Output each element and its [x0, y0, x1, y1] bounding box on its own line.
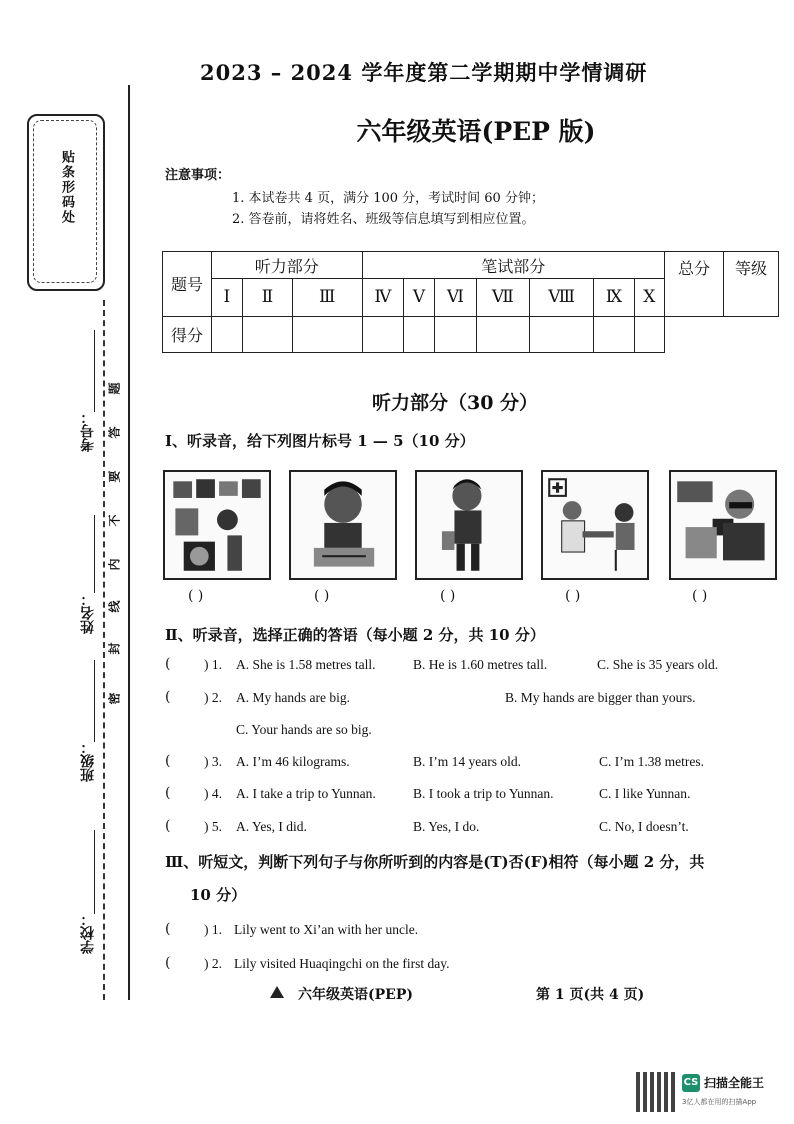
answer-blank[interactable]: ( )	[188, 588, 204, 604]
answer-paren[interactable]: (	[165, 753, 171, 769]
row-label-score: 得分	[163, 316, 212, 352]
option-a: A. Yes, I did.	[236, 819, 307, 834]
option-b: B. I took a trip to Yunnan.	[413, 786, 554, 801]
part1-title: Ⅰ、听录音，给下列图片标号 1 — 5（10 分）	[165, 432, 475, 450]
seal-char: 线	[107, 600, 122, 613]
option-c: C. She is 35 years old.	[597, 657, 719, 672]
picture-clothes	[163, 470, 271, 580]
question-number: ) 1.	[204, 922, 222, 937]
qr-code-icon	[636, 1072, 676, 1112]
seal-char: 不	[107, 514, 122, 527]
option-b: B. My hands are bigger than yours.	[505, 690, 696, 705]
exam-subtitle: 六年级英语(PEP 版)	[356, 117, 596, 146]
field-exam-number-line[interactable]	[94, 330, 95, 412]
question-number: ) 1.	[204, 657, 222, 672]
answer-blank[interactable]: ( )	[314, 588, 330, 604]
picture-camera-man	[669, 470, 777, 580]
note-item: 1. 本试卷共 4 页，满分 100 分，考试时间 60 分钟；	[232, 191, 544, 206]
option-b: B. He is 1.60 metres tall.	[413, 657, 548, 672]
scanner-tagline: 3亿人都在用的扫描App	[682, 1098, 757, 1106]
option-a: A. My hands are big.	[236, 690, 350, 705]
scanner-logo-icon: CS	[682, 1074, 700, 1092]
grade-header: 等级	[724, 252, 779, 317]
binding-line	[128, 85, 130, 1000]
seal-char: 题	[107, 382, 122, 395]
option-c: C. I like Yunnan.	[599, 786, 691, 801]
option-b: B. Yes, I do.	[413, 819, 480, 834]
statement: Lily went to Xi’an with her uncle.	[234, 922, 419, 937]
col-numeral: Ⅶ	[476, 279, 529, 316]
statement: Lily visited Huaqingchi on the first day.	[234, 956, 450, 971]
field-name-line[interactable]	[94, 515, 95, 593]
seal-char: 答	[107, 426, 122, 439]
answer-paren[interactable]: (	[165, 818, 171, 834]
option-a: A. I’m 46 kilograms.	[236, 754, 350, 769]
col-numeral: Ⅹ	[634, 279, 664, 316]
part2-title: Ⅱ、听录音，选择正确的答语（每小题 2 分，共 10 分）	[165, 626, 545, 644]
seal-char: 内	[107, 558, 122, 571]
triangle-icon	[270, 986, 284, 998]
score-cell[interactable]	[292, 316, 362, 352]
score-table	[162, 251, 779, 353]
field-exam-number-label: 考号：	[80, 410, 96, 452]
seal-char: 要	[107, 470, 122, 483]
answer-paren[interactable]: (	[165, 689, 171, 705]
score-cell[interactable]	[242, 316, 292, 352]
score-cell[interactable]	[434, 316, 476, 352]
field-school-line[interactable]	[94, 830, 95, 914]
option-c: C. No, I doesn’t.	[599, 819, 689, 834]
footer-page-number: 第 1 页(共 4 页)	[536, 987, 645, 1003]
picture-boy-writing	[289, 470, 397, 580]
option-a: A. I take a trip to Yunnan.	[236, 786, 376, 801]
col-numeral: Ⅰ	[212, 279, 243, 316]
row-label-question-number: 题号	[163, 252, 212, 317]
picture-boy-bag	[415, 470, 523, 580]
picture-doctor	[541, 470, 649, 580]
answer-paren[interactable]: (	[165, 921, 171, 937]
part3-title: Ⅲ、听短文，判断下列句子与你所听到的内容是(T)否(F)相符（每小题 2 分，共	[165, 853, 705, 871]
score-cell[interactable]	[529, 316, 593, 352]
question-number: ) 2.	[204, 956, 222, 971]
col-numeral: Ⅷ	[529, 279, 593, 316]
option-c: C. Your hands are so big.	[236, 722, 372, 737]
answer-paren[interactable]: (	[165, 656, 171, 672]
col-numeral: Ⅲ	[292, 279, 362, 316]
footer-subject: 六年级英语(PEP)	[298, 987, 413, 1003]
answer-paren[interactable]: (	[165, 955, 171, 971]
note-item: 2. 答卷前，请将姓名、班级等信息填写到相应位置。	[232, 212, 535, 227]
score-cell[interactable]	[594, 316, 634, 352]
question-number: ) 5.	[204, 819, 222, 834]
col-numeral: Ⅵ	[434, 279, 476, 316]
field-school-label: 学校：	[80, 912, 96, 954]
scanner-app-name: 扫描全能王	[704, 1076, 765, 1090]
exam-title: 2023 – 2024 学年度第二学期期中学情调研	[200, 60, 648, 85]
answer-blank[interactable]: ( )	[565, 588, 581, 604]
seal-char: 密	[107, 692, 122, 705]
answer-blank[interactable]: ( )	[440, 588, 456, 604]
answer-paren[interactable]: (	[165, 785, 171, 801]
score-cell[interactable]	[634, 316, 664, 352]
score-cell[interactable]	[404, 316, 435, 352]
question-number: ) 2.	[204, 690, 222, 705]
col-numeral: Ⅸ	[594, 279, 634, 316]
option-c: C. I’m 1.38 metres.	[599, 754, 704, 769]
field-class-label: 班级：	[80, 740, 96, 782]
question-number: ) 4.	[204, 786, 222, 801]
col-numeral: Ⅴ	[404, 279, 435, 316]
part3-title-cont: 10 分）	[190, 886, 247, 904]
col-numeral: Ⅳ	[362, 279, 404, 316]
score-cell[interactable]	[362, 316, 404, 352]
score-cell[interactable]	[476, 316, 529, 352]
barcode-label: 贴条形码处	[59, 150, 74, 225]
score-cell[interactable]	[212, 316, 243, 352]
col-numeral: Ⅱ	[242, 279, 292, 316]
answer-blank[interactable]: ( )	[692, 588, 708, 604]
total-header: 总分	[665, 252, 724, 317]
option-b: B. I’m 14 years old.	[413, 754, 521, 769]
field-name-label: 姓名：	[80, 592, 96, 634]
writing-header: 笔试部分	[362, 252, 664, 279]
field-class-line[interactable]	[94, 660, 95, 742]
option-a: A. She is 1.58 metres tall.	[236, 657, 376, 672]
notes-label: 注意事项：	[165, 168, 231, 183]
seal-char: 封	[107, 642, 122, 655]
listening-header: 听力部分	[212, 252, 363, 279]
question-number: ) 3.	[204, 754, 222, 769]
listening-section-title: 听力部分（30 分）	[372, 392, 539, 414]
